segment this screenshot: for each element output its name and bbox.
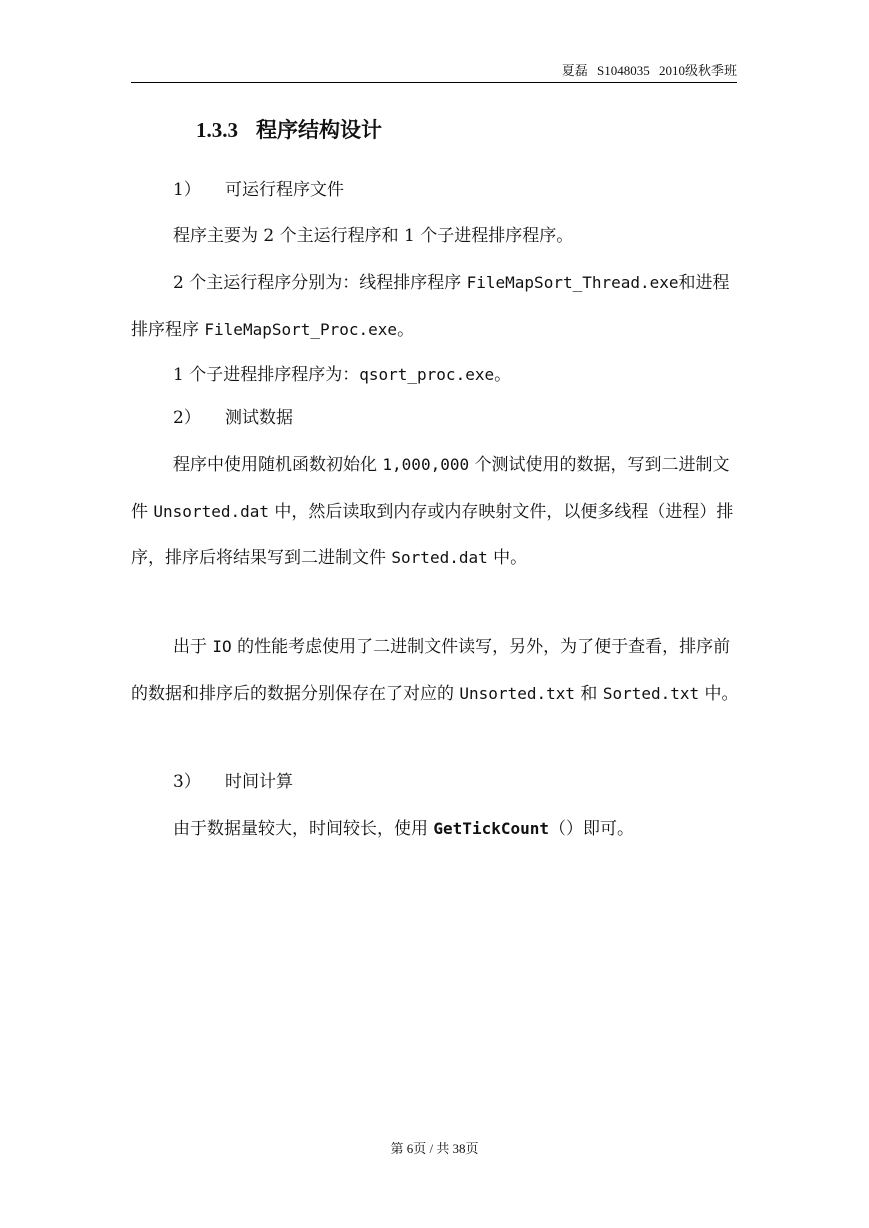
- paragraph-text: 出于: [173, 637, 213, 657]
- paragraph-5: [131, 624, 739, 717]
- header-author: 夏磊: [561, 63, 588, 78]
- paragraph-text: 中。: [487, 548, 528, 568]
- paragraph-text: 程序中使用随机函数初始化: [173, 455, 383, 475]
- list-item-number: 3）: [173, 772, 201, 792]
- filename-sorted-dat: Sorted.dat: [391, 548, 488, 567]
- paragraph-text: 的性能考虑使用了二进制文件读写，另外，为了便于查看，排序前的数据和排序后的数据分别保存在了对应的: [131, 637, 731, 704]
- filename-unsorted-dat: Unsorted.dat: [153, 501, 269, 521]
- list-item-1: [173, 168, 344, 214]
- paragraph-text: 和: [575, 683, 603, 704]
- list-item-title: 测试数据: [225, 408, 293, 428]
- list-item-number: 1）: [173, 180, 201, 200]
- paragraph-text: 2 个主运行程序分别为：线程排序程序: [173, 273, 467, 293]
- section-title: 程序结构设计: [256, 117, 382, 142]
- paragraph-text: 个测试使用的数据，写到二进制文件: [131, 455, 730, 522]
- paragraph-text: 。: [494, 365, 512, 385]
- list-item-title: 可运行程序文件: [225, 180, 344, 200]
- list-item-title: 时间计算: [225, 772, 293, 792]
- paragraph-4: [131, 442, 739, 582]
- paragraph-text: 1 个子进程排序程序为：: [173, 365, 360, 385]
- header-student-id: S1048035: [597, 63, 650, 78]
- filename-sorted-txt: Sorted.txt: [602, 683, 700, 703]
- paragraph-6: [131, 806, 739, 853]
- io-term: IO: [212, 637, 232, 656]
- section-heading: [196, 114, 382, 144]
- paragraph-text: 程序主要为 2 个主运行程序和 1 个子进程排序程序。: [173, 226, 574, 246]
- section-number: 1.3.3: [196, 118, 238, 142]
- filename-thread-exe: FileMapSort_Thread.exe: [466, 273, 679, 292]
- paragraph-text: 。: [397, 319, 415, 340]
- paragraph-text: （）即可。: [549, 819, 634, 839]
- page-header: [131, 62, 737, 83]
- paragraph-text: 由于数据量较大，时间较长，使用: [173, 819, 434, 839]
- list-item-number: 2）: [173, 408, 201, 428]
- paragraph-3: [131, 352, 739, 399]
- paragraph-text: 中，然后读取到内存或内存映射文件，以便多线程（进程）排序，排序后将结果写到二进制文件: [131, 501, 734, 568]
- paragraph-2: [131, 260, 739, 353]
- list-item-2: [173, 396, 293, 442]
- paragraph-1: [131, 214, 739, 260]
- filename-proc-exe: FileMapSort_Proc.exe: [204, 319, 398, 339]
- header-class: 2010级秋季班: [658, 63, 737, 78]
- number-value: 1,000,000: [382, 455, 470, 474]
- paragraph-text: 和进程排序程序: [131, 273, 730, 340]
- page-number: 第 6页 / 共 38页: [390, 1141, 479, 1156]
- filename-unsorted-txt: Unsorted.txt: [459, 683, 575, 703]
- list-item-3: [173, 760, 293, 806]
- function-name: GetTickCount: [433, 819, 549, 838]
- paragraph-text: 中。: [699, 683, 739, 704]
- page-footer: [0, 1138, 869, 1157]
- filename-qsort-exe: qsort_proc.exe: [359, 365, 495, 384]
